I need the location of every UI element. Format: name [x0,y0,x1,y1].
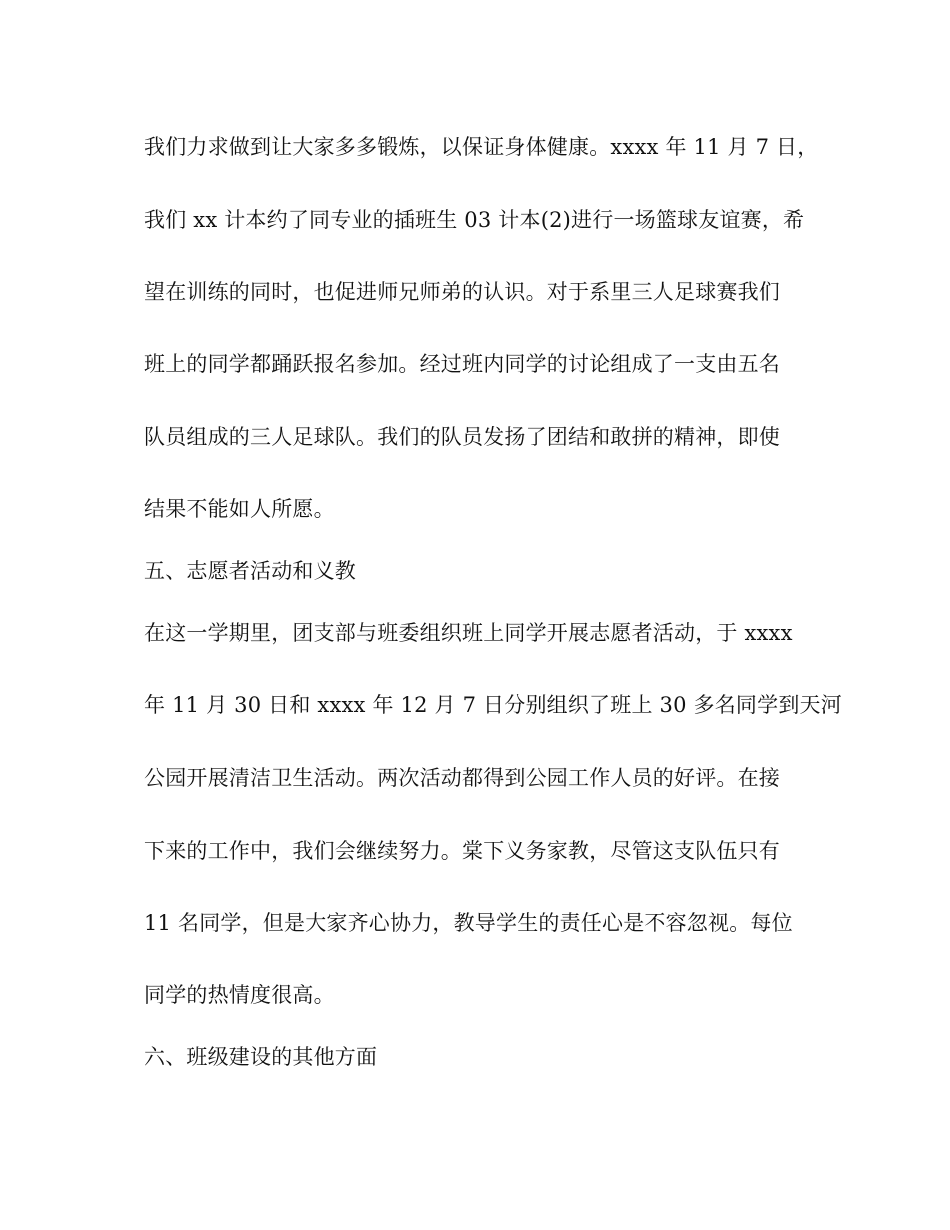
paragraph-line: 望在训练的同时，也促进师兄师弟的认识。对于系里三人足球赛我们 [144,280,780,304]
paragraph-line: 同学的热情度很高。 [144,983,335,1007]
paragraph-line: 班上的同学都踊跃报名参加。经过班内同学的讨论组成了一支由五名 [144,352,780,376]
paragraph-line: 11 名同学，但是大家齐心协力，教导学生的责任心是不容忽视。每位 [144,911,793,935]
section-heading: 五、志愿者活动和义教 [144,559,356,583]
paragraph-line: 我们力求做到让大家多多锻炼，以保证身体健康。xxxx 年 11 月 7 日， [144,135,819,159]
paragraph-line: 队员组成的三人足球队。我们的队员发扬了团结和敢拼的精神，即使 [144,425,780,449]
section-heading: 六、班级建设的其他方面 [144,1045,378,1069]
paragraph-line: 公园开展清洁卫生活动。两次活动都得到公园工作人员的好评。在接 [144,766,780,790]
paragraph-line: 在这一学期里，团支部与班委组织班上同学开展志愿者活动，于 xxxx [144,621,793,645]
paragraph-line: 下来的工作中，我们会继续努力。棠下义务家教，尽管这支队伍只有 [144,839,780,863]
paragraph-line: 我们 xx 计本约了同专业的插班生 03 计本(2)进行一场篮球友谊赛，希 [144,208,805,232]
paragraph-line: 结果不能如人所愿。 [144,497,335,521]
paragraph-line: 年 11 月 30 日和 xxxx 年 12 月 7 日分别组织了班上 30 多名同学到天河 [144,693,842,717]
